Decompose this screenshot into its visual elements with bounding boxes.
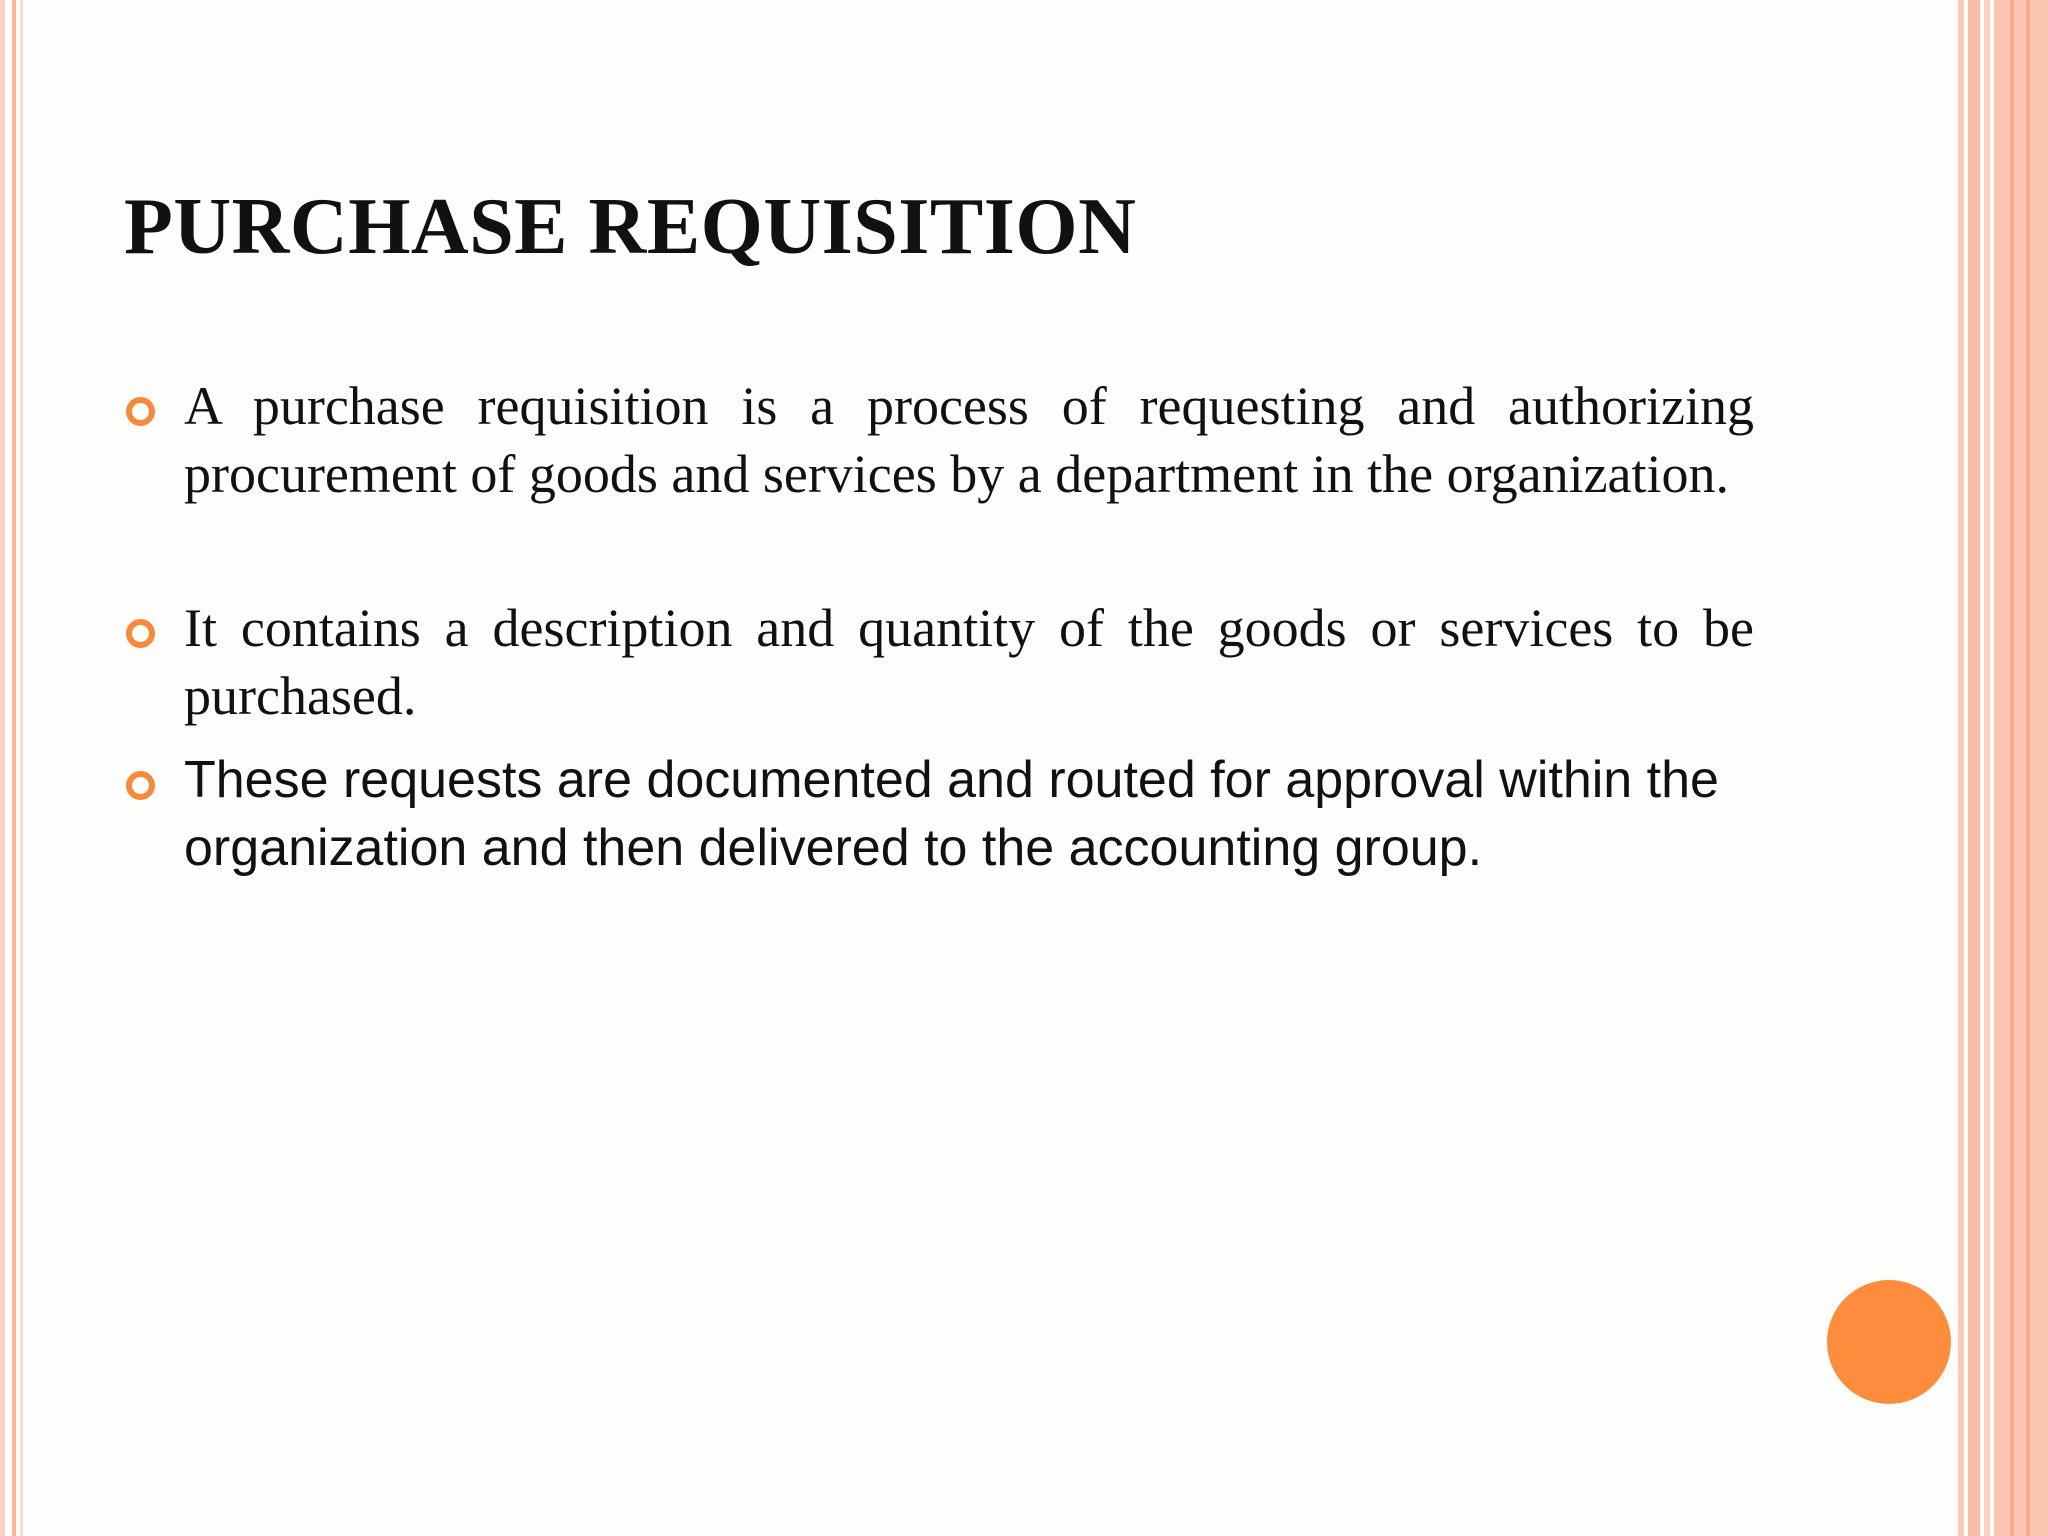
orange-ring-bullet-icon [126, 619, 155, 648]
left-border-line [12, 0, 16, 1536]
right-border-stripe [2010, 0, 2014, 1536]
slide-title: PURCHASE REQUISITION [124, 183, 1137, 271]
orange-ring-bullet-icon [126, 771, 155, 800]
right-border-stripe [2026, 0, 2030, 1536]
left-border-line [0, 0, 5, 1536]
bullet-text: It contains a description and quantity of the goods or services to be purchased. [184, 598, 1754, 726]
orange-ring-bullet-icon [126, 397, 155, 426]
right-border-stripe [1968, 0, 1980, 1536]
right-border-stripe [1994, 0, 2048, 1536]
right-border-stripe [1958, 0, 1964, 1536]
bullet-text: A purchase requisition is a process of requesting and authorizing procurement of goods and services by a department in the organization. [184, 376, 1754, 504]
left-border-line [20, 0, 23, 1536]
right-border-stripe [1984, 0, 1990, 1536]
decorative-circle-icon [1827, 1280, 1951, 1404]
bullet-text: These requests are documented and routed for approval within the organization and then delivered to the accounting group. [184, 751, 1719, 877]
